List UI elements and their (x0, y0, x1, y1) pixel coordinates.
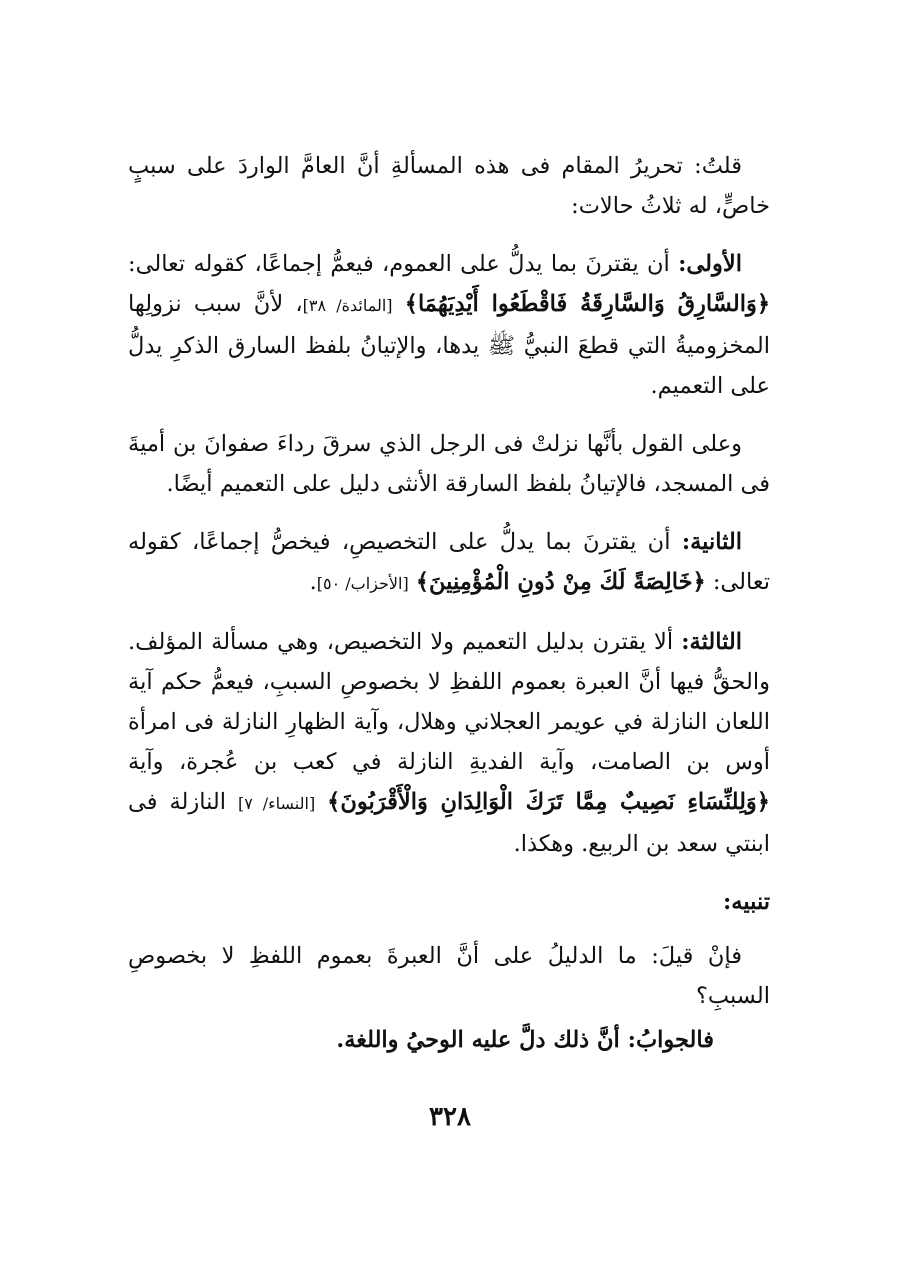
first-case-continuation-text: وعلى القول بأنَّها نزلتْ فى الرجل الذي سرقَ رداءَ صفوانَ بن أميةَ فى المسجد، فالإتيانُ بلفظ السارقة الأنثى دليل على التعميم أيضًا. (128, 431, 770, 497)
second-case-reference: [الأحزاب/ ٥٠] (316, 574, 409, 593)
third-case-paragraph (128, 622, 770, 864)
first-case-label: الأولى: (678, 251, 742, 277)
third-case-text-b: النازلة فى ابنتي سعد بن الربيع. وهكذا. (128, 789, 770, 857)
notice-heading-text: تنبيه: (723, 889, 770, 915)
third-case-text-a: ألا يقترن بدليل التعميم ولا التخصيص، وهي مسألة المؤلف. والحقُّ فيها أنَّ العبرة بعموم اللفظِ لا بخصوصِ السببِ، فيعمُّ حكم آية اللعان النازلة في عويمر العجلاني وهلال، وآية الظهارِ النازلة فى امرأة أوس بن الصامت، وآية الفديةِ النازلة في كعب بن عُجرة، وآية (128, 629, 770, 775)
first-case-text-b: ، لأنَّ سبب نزولِها المخزوميةُ التي قطعَ النبيُّ ﷺ يدها، والإتيانُ بلفظ السارق الذكرِ يدلُّ على التعميم. (128, 291, 770, 399)
first-case-paragraph (128, 244, 770, 406)
intro-paragraph (128, 146, 770, 226)
second-case-paragraph (128, 522, 770, 604)
first-case-continuation (128, 424, 770, 504)
page-number: ٣٢٨ (429, 1102, 471, 1132)
first-case-verse: ﴿وَالسَّارِقُ وَالسَّارِقَةُ فَاقْطَعُوا أَيْدِيَهُمَا﴾ (404, 291, 771, 317)
first-case-reference: [المائدة/ ٣٨] (302, 296, 393, 315)
answer-text: فالجوابُ: أنَّ ذلك دلَّ عليه الوحيُ واللغة. (336, 1027, 714, 1053)
second-case-text-a: أن يقترنَ بما يدلُّ على التخصيصِ، فيخصُّ إجماعًا، كقوله تعالى: (128, 529, 770, 595)
question-text: فإنْ قيلَ: ما الدليلُ على أنَّ العبرةَ بعموم اللفظِ لا بخصوصِ السببِ؟ (128, 943, 770, 1009)
notice-heading (128, 882, 770, 922)
question-paragraph (128, 936, 770, 1016)
second-case-verse: ﴿خَالِصَةً لَكَ مِنْ دُونِ الْمُؤْمِنِينَ﴾ (415, 569, 706, 595)
third-case-label: الثالثة: (681, 629, 742, 655)
third-case-verse: ﴿وَلِلنِّسَاءِ نَصِيبٌ مِمَّا تَرَكَ الْوَالِدَانِ وَالْأَقْرَبُونَ﴾ (327, 789, 770, 815)
intro-text: قلتُ: تحريرُ المقام فى هذه المسألةِ أنَّ العامَّ الواردَ على سببٍ خاصٍّ، له ثلاثُ حالات: (128, 153, 770, 219)
answer-paragraph (128, 1020, 770, 1060)
first-case-text-a: أن يقترنَ بما يدلُّ على العموم، فيعمُّ إجماعًا، كقوله تعالى: (128, 251, 679, 277)
second-case-text-b: . (309, 569, 317, 595)
second-case-label: الثانية: (681, 529, 742, 555)
third-case-reference: [النساء/ ٧] (237, 794, 316, 813)
page-body (128, 146, 770, 1078)
